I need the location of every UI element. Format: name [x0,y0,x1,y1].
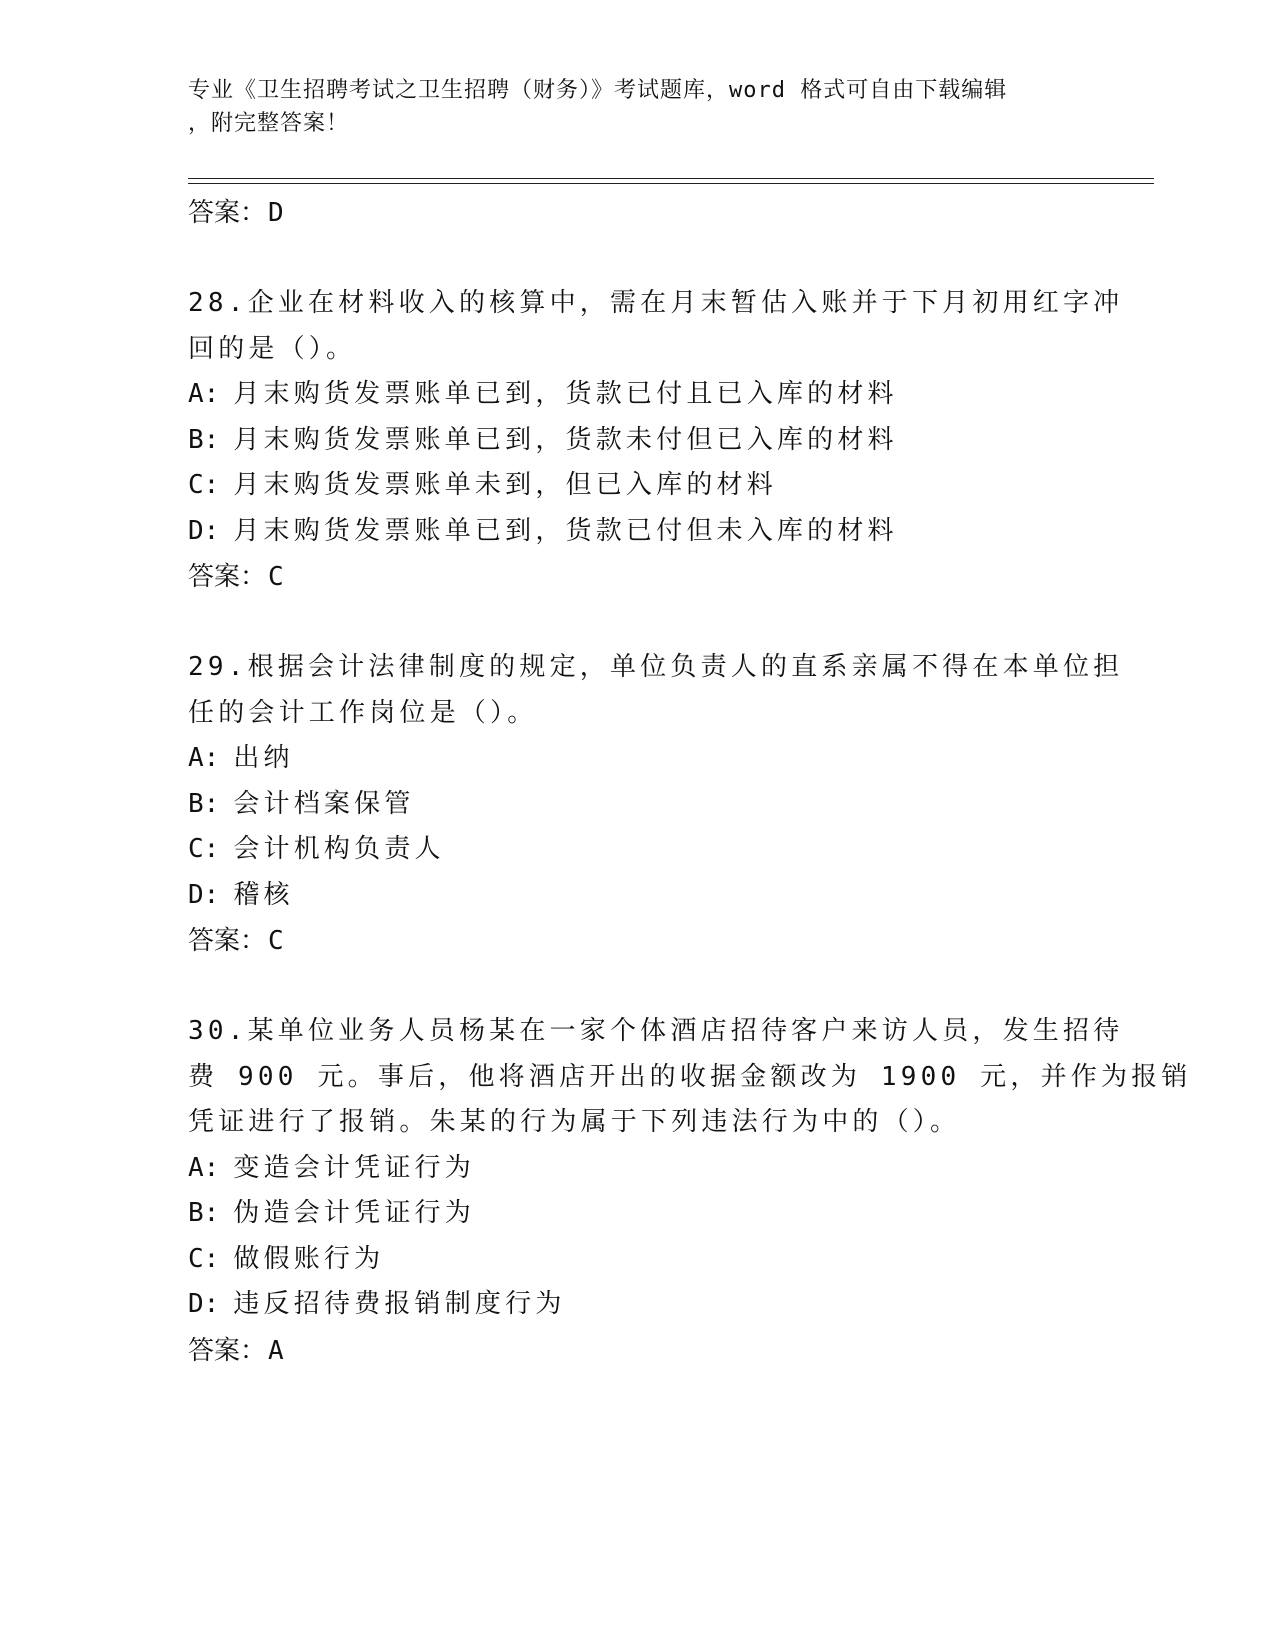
header-rule-bottom [188,183,1154,184]
option-b: B: 会计档案保管 [188,788,415,819]
option-key: B [188,788,204,819]
option-key: D [188,1289,204,1319]
answer-value: C [268,926,284,956]
answer-label: 答案： [188,562,267,592]
option-key: D [188,879,204,910]
answer-value: A [268,1335,284,1366]
answer-label: 答案： [188,198,267,228]
question-stem-line: 凭证进行了报销。朱某的行为属于下列违法行为中的（）。 [188,1107,961,1137]
answer-line [188,918,1088,964]
option-text: 出纳 [233,743,294,773]
question-list [188,190,1192,1374]
option-key: A [188,743,204,773]
answer-line [188,190,1088,236]
question-28 [188,281,1124,554]
answer-label: 答案： [188,926,267,956]
option-a: A: 出纳 [188,743,294,773]
option-key: A [188,1152,204,1183]
question-30 [188,1009,1192,1328]
option-d: D: 稽核 [188,879,294,910]
option-d: D: 月末购货发票账单已到，货款已付但未入库的材料 [188,515,898,546]
option-key: A [188,379,204,409]
option-a: A: 月末购货发票账单已到，货款已付且已入库的材料 [188,379,898,409]
option-key: C [188,1243,204,1274]
question-text: 企业在材料收入的核算中，需在月末暂估入账并于下月初用红字冲 [247,288,1124,318]
header-rule-top [188,178,1154,179]
option-text: 月末购货发票账单已到，货款未付但已入库的材料 [233,424,898,455]
question-stem [188,1009,1192,1146]
answer-line [188,554,1088,600]
question-stem-line [188,281,1124,327]
question-stem [188,645,1124,736]
answer-value: D [268,198,284,228]
option-text: 做假账行为 [233,1243,385,1274]
option-c: C: 做假账行为 [188,1243,385,1274]
question-29 [188,645,1124,918]
option-b: B: 伪造会计凭证行为 [188,1198,475,1228]
option-text: 会计机构负责人 [233,834,445,864]
option-text: 违反招待费报销制度行为 [233,1289,566,1319]
question-number: 28. [188,288,248,318]
option-key: B [188,1198,204,1228]
option-c: C: 月末购货发票账单未到，但已入库的材料 [188,470,777,500]
option-text: 月末购货发票账单已到，货款已付但未入库的材料 [233,515,898,546]
option-a: A: 变造会计凭证行为 [188,1152,475,1183]
answer-value: C [268,562,284,592]
option-text: 月末购货发票账单未到，但已入库的材料 [233,470,777,500]
question-stem-line: 费 900 元。事后，他将酒店开出的收据金额改为 1900 元，并作为报销 [188,1061,1192,1092]
option-text: 会计档案保管 [233,788,415,819]
question-stem-line: 回的是（）。 [188,333,357,364]
question-stem-line [188,1009,1124,1055]
option-text: 稽核 [233,879,294,910]
option-b: B: 月末购货发票账单已到，货款未付但已入库的材料 [188,424,898,455]
option-c: C: 会计机构负责人 [188,834,445,864]
document-header [188,74,1068,140]
question-text: 某单位业务人员杨某在一家个体酒店招待客户来访人员，发生招待 [247,1016,1124,1046]
header-line-2: ，附完整答案！ [188,111,350,136]
question-number: 30. [188,1016,248,1046]
option-key: C [188,834,204,864]
question-number: 29. [188,652,248,682]
question-stem [188,281,1124,372]
option-d: D: 违反招待费报销制度行为 [188,1289,566,1319]
header-line-1: 专业《卫生招聘考试之卫生招聘（财务）》考试题库，word 格式可自由下载编辑 [188,78,1008,103]
answer-label: 答案： [188,1335,267,1366]
question-stem-line: 任的会计工作岗位是（）。 [188,697,538,728]
option-key: C [188,470,204,500]
option-text: 伪造会计凭证行为 [233,1198,475,1228]
question-stem-line [188,645,1124,691]
option-key: D [188,515,204,546]
answer-line [188,1328,1088,1374]
option-text: 变造会计凭证行为 [233,1152,475,1183]
option-text: 月末购货发票账单已到，货款已付且已入库的材料 [233,379,898,409]
option-key: B [188,424,204,455]
question-text: 根据会计法律制度的规定，单位负责人的直系亲属不得在本单位担 [247,652,1124,682]
